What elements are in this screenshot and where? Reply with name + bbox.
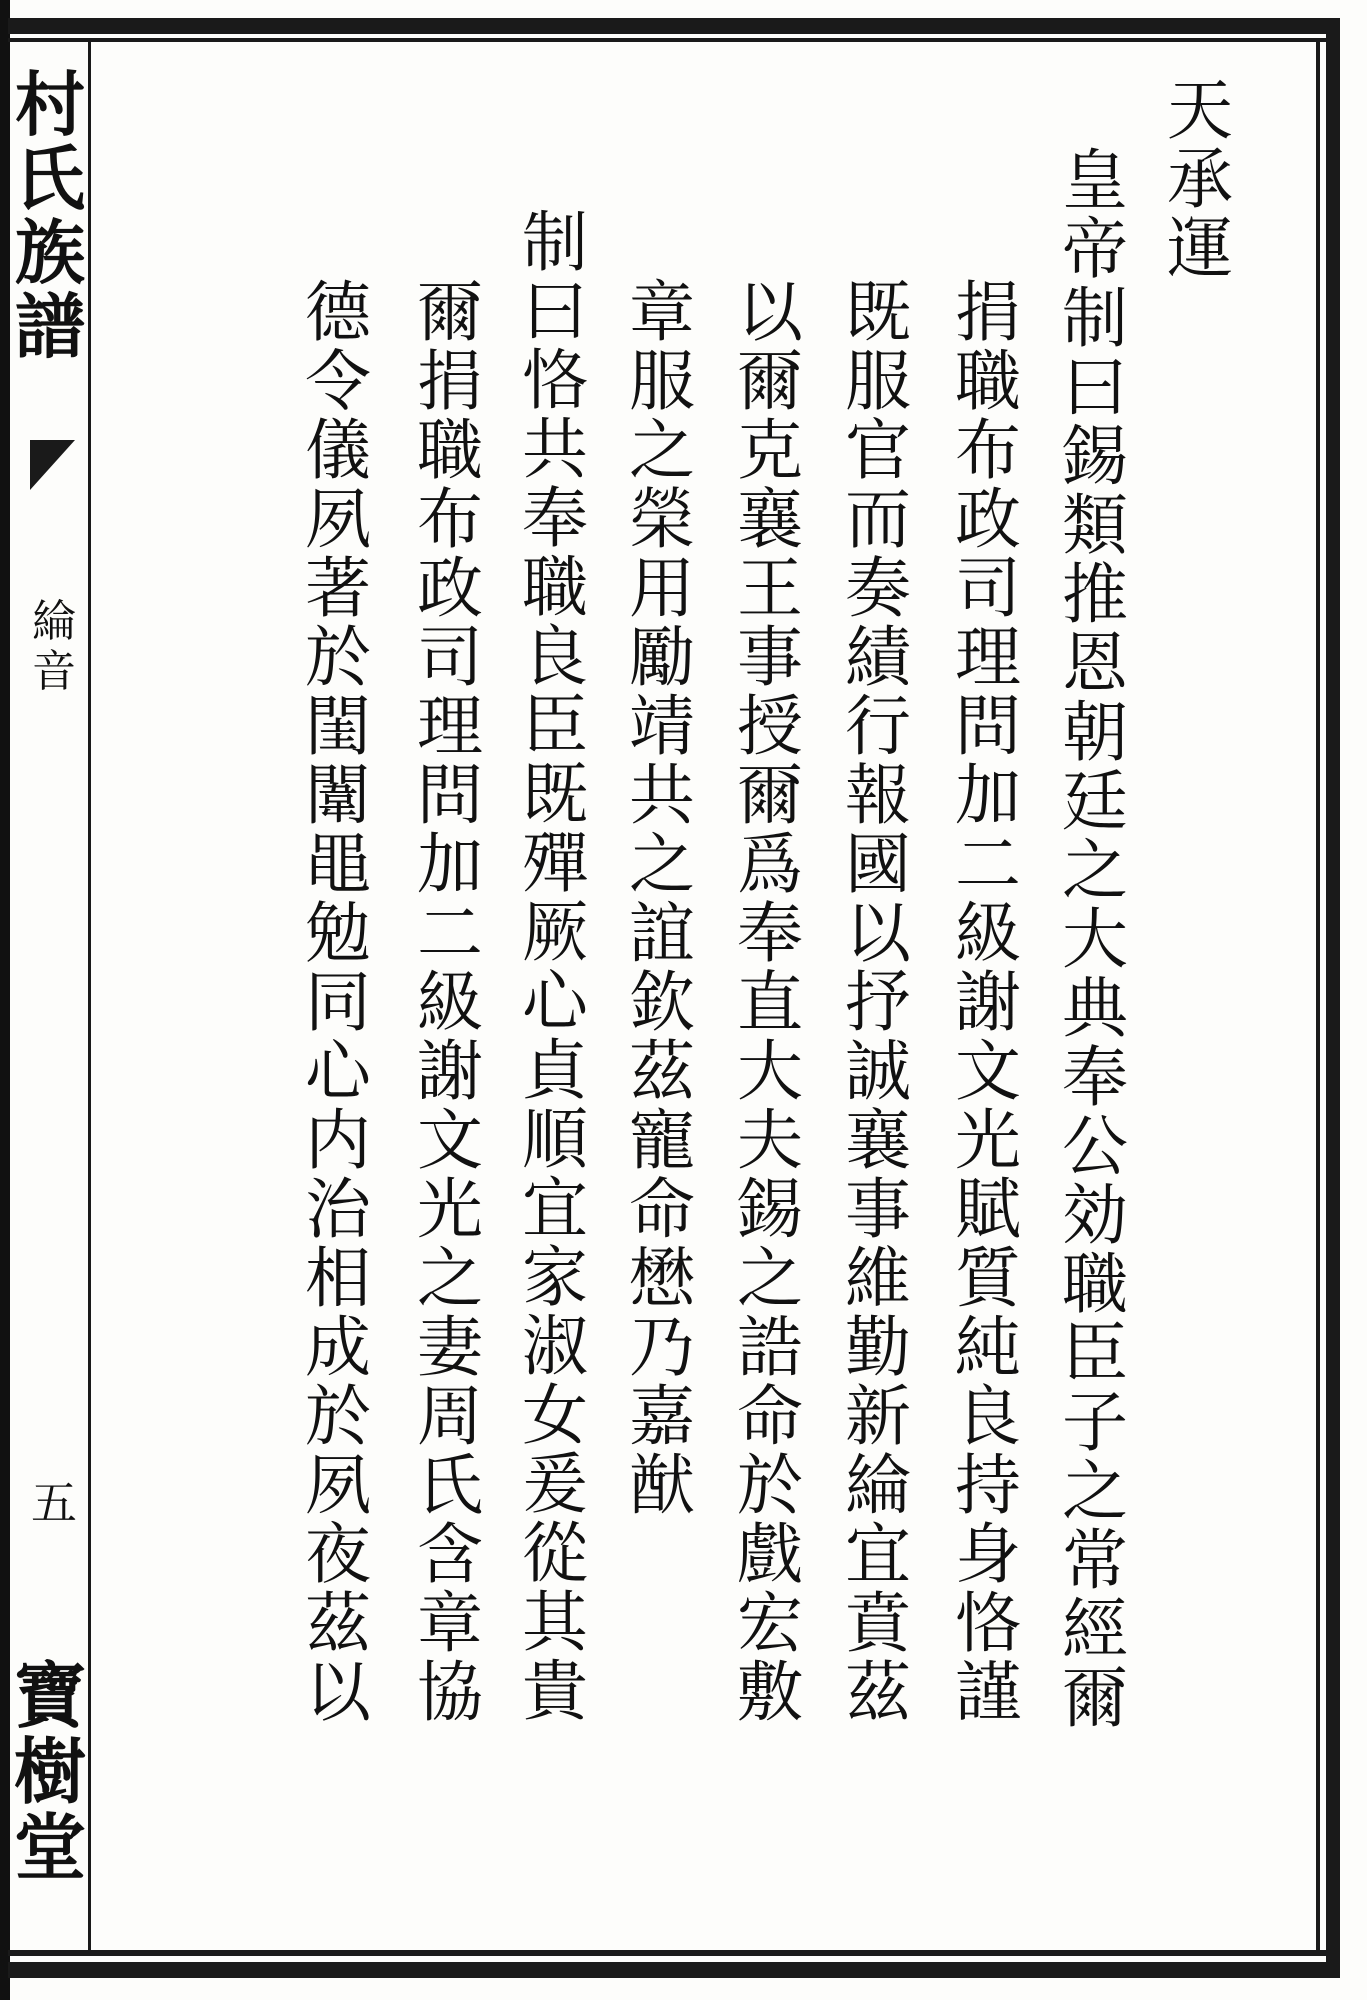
top-border-inner — [8, 38, 1328, 42]
book-title-char: 氏 — [15, 137, 85, 220]
text-char: 閨 — [305, 688, 371, 765]
text-char: 貞 — [522, 1032, 588, 1109]
text-char: 貴 — [522, 1653, 588, 1730]
hall-name-char: 堂 — [14, 1805, 87, 1890]
hall-name-char: 寶 — [14, 1653, 87, 1738]
text-char: 職 — [955, 343, 1021, 420]
text-char: 行 — [845, 688, 911, 765]
text-char: 章 — [417, 1585, 483, 1662]
text-char: 國 — [845, 826, 911, 903]
text-column — [298, 274, 378, 1731]
page-number — [24, 1476, 84, 1530]
bottom-border — [8, 1962, 1338, 1978]
text-char: 公 — [1062, 1108, 1128, 1185]
book-title-char: 譜 — [15, 285, 85, 368]
section-char: 綸 — [32, 596, 76, 647]
text-char: 於 — [305, 619, 371, 696]
text-char: 績 — [845, 619, 911, 696]
text-char: 司 — [955, 550, 1021, 627]
text-char: 章 — [629, 274, 695, 351]
text-char: 之 — [1062, 1453, 1128, 1530]
text-char: 妻 — [417, 1309, 483, 1386]
text-column — [838, 274, 918, 1731]
text-char: 綸 — [845, 1447, 911, 1524]
text-char: 懋 — [629, 1240, 695, 1317]
text-char: 光 — [417, 1171, 483, 1248]
text-char: 子 — [1062, 1384, 1128, 1461]
text-char: 職 — [522, 549, 588, 626]
text-char: 靖 — [629, 688, 695, 765]
text-char: 襄 — [845, 1102, 911, 1179]
text-char: 純 — [955, 1309, 1021, 1386]
text-char: 奏 — [845, 550, 911, 627]
text-char: 謝 — [417, 1033, 483, 1110]
text-char: 勵 — [629, 619, 695, 696]
text-char: 其 — [522, 1584, 588, 1661]
text-char: 治 — [305, 1171, 371, 1248]
text-char: 奉 — [522, 480, 588, 557]
text-column — [515, 204, 595, 1730]
text-char: 曰 — [522, 273, 588, 350]
text-char: 同 — [305, 964, 371, 1041]
text-char: 推 — [1062, 556, 1128, 633]
text-char: 令 — [305, 343, 371, 420]
text-char: 以 — [737, 274, 803, 351]
text-char: 茲 — [305, 1585, 371, 1662]
text-char: 謝 — [955, 964, 1021, 1041]
text-char: 授 — [737, 688, 803, 765]
text-char: 恪 — [955, 1585, 1021, 1662]
text-char: 宜 — [522, 1170, 588, 1247]
hall-name — [14, 1653, 87, 1890]
text-char: 猷 — [629, 1447, 695, 1524]
text-char: 臣 — [1062, 1315, 1128, 1392]
text-char: 捐 — [955, 274, 1021, 351]
text-char: 順 — [522, 1101, 588, 1178]
text-char: 典 — [1062, 970, 1128, 1047]
text-char: 朝 — [1062, 694, 1128, 771]
text-char: 闈 — [305, 757, 371, 834]
text-char: 大 — [737, 1033, 803, 1110]
text-char: 布 — [955, 412, 1021, 489]
right-border-inner — [1316, 38, 1320, 1956]
text-char: 儀 — [305, 412, 371, 489]
text-column — [1055, 142, 1135, 1737]
text-char: 職 — [417, 412, 483, 489]
text-char: 共 — [522, 411, 588, 488]
text-char: 夙 — [305, 1447, 371, 1524]
text-char: 敷 — [737, 1654, 803, 1731]
text-char: 布 — [417, 481, 483, 558]
text-char: 心 — [305, 1033, 371, 1110]
text-char: 制 — [1062, 280, 1128, 357]
section-name — [24, 596, 84, 697]
text-char: 服 — [845, 343, 911, 420]
text-char: 以 — [845, 895, 911, 972]
book-title-char: 村 — [15, 63, 85, 146]
text-char: 奉 — [737, 895, 803, 972]
text-char: 心 — [522, 963, 588, 1040]
text-char: 夫 — [737, 1102, 803, 1179]
text-char: 爰 — [522, 1446, 588, 1523]
text-char: 持 — [955, 1447, 1021, 1524]
text-char: 二 — [955, 826, 1021, 903]
left-page-edge — [0, 0, 10, 2000]
text-char: 相 — [305, 1240, 371, 1317]
text-char: 賦 — [955, 1171, 1021, 1248]
text-char: 既 — [845, 274, 911, 351]
fish-tail-mark — [30, 440, 75, 490]
text-char: 錫 — [737, 1171, 803, 1248]
text-char: 職 — [1062, 1246, 1128, 1323]
text-column — [1160, 72, 1240, 287]
text-char: 嘉 — [629, 1378, 695, 1455]
text-char: 運 — [1167, 210, 1233, 287]
text-char: 廷 — [1062, 763, 1128, 840]
text-char: 大 — [1062, 901, 1128, 978]
book-title-char: 族 — [15, 211, 85, 294]
text-char: 二 — [417, 895, 483, 972]
text-char: 榮 — [629, 481, 695, 558]
text-char: 理 — [417, 688, 483, 765]
text-char: 良 — [955, 1378, 1021, 1455]
text-char: 之 — [629, 412, 695, 489]
text-char: 協 — [417, 1654, 483, 1731]
book-title — [14, 63, 86, 368]
text-char: 質 — [955, 1240, 1021, 1317]
text-char: 直 — [737, 964, 803, 1041]
text-char: 於 — [737, 1447, 803, 1524]
text-char: 恩 — [1062, 625, 1128, 702]
text-char: 於 — [305, 1378, 371, 1455]
text-char: 臣 — [522, 687, 588, 764]
text-char: 夜 — [305, 1516, 371, 1593]
text-char: 黽 — [305, 826, 371, 903]
text-char: 光 — [955, 1102, 1021, 1179]
text-char: 之 — [417, 1240, 483, 1317]
text-char: 服 — [629, 343, 695, 420]
text-char: 類 — [1062, 487, 1128, 564]
text-char: 茲 — [629, 1033, 695, 1110]
text-char: 而 — [845, 481, 911, 558]
text-char: 恪 — [522, 342, 588, 419]
text-char: 用 — [629, 550, 695, 627]
hall-name-char: 樹 — [14, 1729, 87, 1814]
text-char: 謹 — [955, 1654, 1021, 1731]
text-char: 問 — [955, 688, 1021, 765]
text-char: 茲 — [845, 1654, 911, 1731]
text-char: 命 — [629, 1171, 695, 1248]
section-char: 音 — [32, 646, 76, 697]
text-char: 宏 — [737, 1585, 803, 1662]
text-char: 勤 — [845, 1309, 911, 1386]
text-char: 級 — [955, 895, 1021, 972]
text-char: 欽 — [629, 964, 695, 1041]
text-char: 誠 — [845, 1033, 911, 1110]
text-char: 之 — [737, 1240, 803, 1317]
text-char: 著 — [305, 550, 371, 627]
text-char: 以 — [305, 1654, 371, 1731]
margin-divider — [88, 42, 91, 1950]
text-char: 女 — [522, 1377, 588, 1454]
text-char: 政 — [955, 481, 1021, 558]
text-char: 勉 — [305, 895, 371, 972]
text-char: 寵 — [629, 1102, 695, 1179]
text-char: 之 — [629, 826, 695, 903]
text-char: 宜 — [845, 1516, 911, 1593]
text-char: 夙 — [305, 481, 371, 558]
text-char: 經 — [1062, 1591, 1128, 1668]
text-char: 事 — [737, 619, 803, 696]
text-char: 爾 — [417, 274, 483, 351]
text-char: 襄 — [737, 481, 803, 558]
text-char: 爾 — [737, 343, 803, 420]
text-char: 家 — [522, 1239, 588, 1316]
text-char: 奉 — [1062, 1039, 1128, 1116]
text-char: 抒 — [845, 964, 911, 1041]
text-char: 帝 — [1062, 211, 1128, 288]
text-char: 常 — [1062, 1522, 1128, 1599]
top-border — [8, 18, 1338, 34]
text-char: 德 — [305, 274, 371, 351]
text-char: 之 — [1062, 832, 1128, 909]
text-char: 良 — [522, 618, 588, 695]
text-char: 内 — [305, 1102, 371, 1179]
text-char: 文 — [417, 1102, 483, 1179]
text-char: 命 — [737, 1378, 803, 1455]
text-char: 周 — [417, 1378, 483, 1455]
text-char: 報 — [845, 757, 911, 834]
text-char: 含 — [417, 1516, 483, 1593]
text-char: 身 — [955, 1516, 1021, 1593]
right-border — [1326, 18, 1340, 1978]
text-char: 爾 — [737, 757, 803, 834]
text-char: 制 — [522, 204, 588, 281]
text-char: 官 — [845, 412, 911, 489]
text-char: 氏 — [417, 1447, 483, 1524]
text-char: 從 — [522, 1515, 588, 1592]
text-char: 爲 — [737, 826, 803, 903]
text-char: 事 — [845, 1171, 911, 1248]
page-number-text: 五 — [31, 1476, 77, 1530]
text-column — [948, 274, 1028, 1731]
text-char: 殫 — [522, 825, 588, 902]
text-char: 文 — [955, 1033, 1021, 1110]
text-column — [410, 274, 490, 1731]
text-char: 維 — [845, 1240, 911, 1317]
text-char: 加 — [417, 826, 483, 903]
text-char: 問 — [417, 757, 483, 834]
text-char: 司 — [417, 619, 483, 696]
text-char: 誼 — [629, 895, 695, 972]
text-char: 理 — [955, 619, 1021, 696]
text-char: 承 — [1167, 141, 1233, 218]
text-char: 成 — [305, 1309, 371, 1386]
text-char: 共 — [629, 757, 695, 834]
text-char: 級 — [417, 964, 483, 1041]
text-char: 戲 — [737, 1516, 803, 1593]
text-char: 加 — [955, 757, 1021, 834]
text-char: 捐 — [417, 343, 483, 420]
text-char: 錫 — [1062, 418, 1128, 495]
text-char: 王 — [737, 550, 803, 627]
text-char: 既 — [522, 756, 588, 833]
bottom-border-inner — [8, 1950, 1328, 1956]
text-column — [622, 274, 702, 1524]
text-char: 爾 — [1062, 1660, 1128, 1737]
text-char: 天 — [1167, 72, 1233, 149]
text-char: 賁 — [845, 1585, 911, 1662]
text-char: 乃 — [629, 1309, 695, 1386]
text-char: 淑 — [522, 1308, 588, 1385]
text-char: 克 — [737, 412, 803, 489]
text-char: 誥 — [737, 1309, 803, 1386]
text-char: 皇 — [1062, 142, 1128, 219]
text-char: 新 — [845, 1378, 911, 1455]
text-char: 効 — [1062, 1177, 1128, 1254]
text-char: 政 — [417, 550, 483, 627]
text-column — [730, 274, 810, 1731]
text-char: 厥 — [522, 894, 588, 971]
text-char: 曰 — [1062, 349, 1128, 426]
